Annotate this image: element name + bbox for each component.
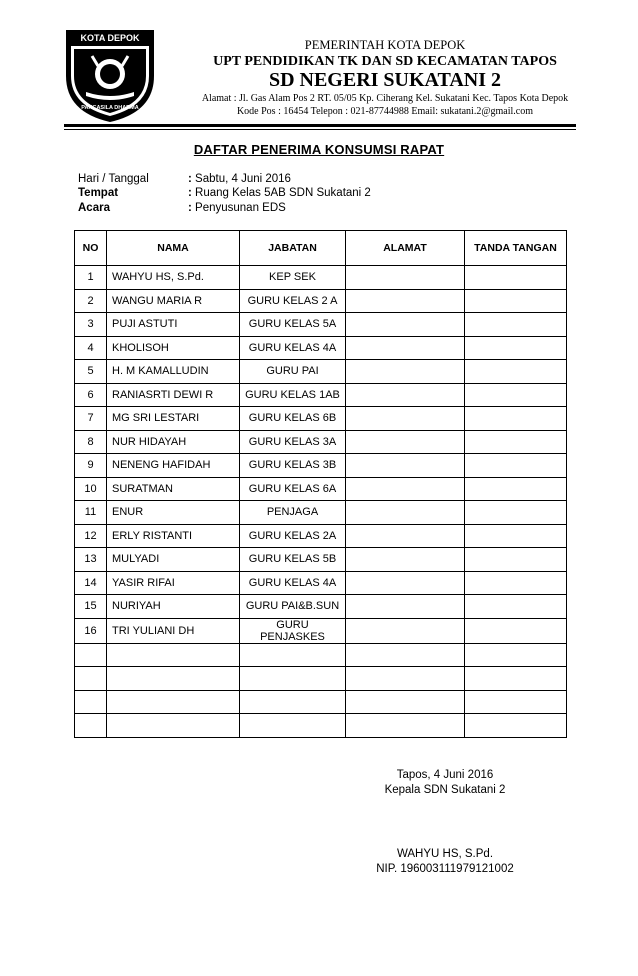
signature-title: Kepala SDN Sukatani 2 bbox=[384, 784, 506, 796]
cell-signature bbox=[465, 266, 567, 290]
cell-position: GURU KELAS 4A bbox=[240, 336, 346, 360]
cell-signature bbox=[465, 360, 567, 384]
cell-name: KHOLISOH bbox=[107, 336, 240, 360]
cell-no: 8 bbox=[75, 430, 107, 454]
letterhead-government: PEMERINTAH KOTA DEPOK bbox=[304, 38, 466, 52]
cell-signature bbox=[465, 667, 567, 691]
info-value: Ruang Kelas 5AB SDN Sukatani 2 bbox=[195, 187, 371, 199]
cell-signature bbox=[465, 618, 567, 643]
table-row bbox=[75, 524, 567, 548]
header-position: JABATAN bbox=[240, 231, 346, 266]
header-name: NAMA bbox=[107, 231, 240, 266]
cell-signature bbox=[465, 289, 567, 313]
cell-position: GURU PENJASKES bbox=[240, 618, 346, 643]
cell-position bbox=[240, 643, 346, 667]
cell-name: WANGU MARIA R bbox=[107, 289, 240, 313]
cell-address bbox=[346, 430, 465, 454]
table-row bbox=[75, 360, 567, 384]
cell-name: PUJI ASTUTI bbox=[107, 313, 240, 337]
cell-position: GURU PAI&B.SUN bbox=[240, 595, 346, 619]
cell-no bbox=[75, 714, 107, 738]
cell-signature bbox=[465, 690, 567, 714]
cell-position: GURU KELAS 6A bbox=[240, 477, 346, 501]
cell-signature bbox=[465, 643, 567, 667]
cell-no: 3 bbox=[75, 313, 107, 337]
cell-address bbox=[346, 477, 465, 501]
info-label: Hari / Tanggal bbox=[78, 173, 149, 185]
logo-top-text: KOTA DEPOK bbox=[80, 33, 140, 43]
cell-position: GURU KELAS 3A bbox=[240, 430, 346, 454]
signature-nip: NIP. 196003111979121002 bbox=[376, 863, 514, 875]
cell-address bbox=[346, 313, 465, 337]
cell-signature bbox=[465, 383, 567, 407]
cell-address bbox=[346, 690, 465, 714]
cell-signature bbox=[465, 714, 567, 738]
attendance-table bbox=[74, 230, 567, 738]
cell-name: YASIR RIFAI bbox=[107, 571, 240, 595]
cell-name bbox=[107, 667, 240, 691]
cell-signature bbox=[465, 595, 567, 619]
signature-place-date: Tapos, 4 Juni 2016 bbox=[396, 769, 494, 781]
cell-no bbox=[75, 643, 107, 667]
cell-name bbox=[107, 643, 240, 667]
cell-position: GURU KELAS 5B bbox=[240, 548, 346, 572]
cell-name: NENENG HAFIDAH bbox=[107, 454, 240, 478]
cell-signature bbox=[465, 313, 567, 337]
cell-signature bbox=[465, 477, 567, 501]
cell-no: 6 bbox=[75, 383, 107, 407]
cell-signature bbox=[465, 548, 567, 572]
letterhead-school-name: SD NEGERI SUKATANI 2 bbox=[268, 69, 502, 91]
letterhead-department: UPT PENDIDIKAN TK DAN SD KECAMATAN TAPOS bbox=[213, 54, 557, 69]
cell-signature bbox=[465, 571, 567, 595]
cell-position bbox=[240, 690, 346, 714]
table-row bbox=[75, 501, 567, 525]
info-label: Acara bbox=[78, 202, 110, 214]
cell-address bbox=[346, 454, 465, 478]
cell-position: GURU KELAS 5A bbox=[240, 313, 346, 337]
document-title: DAFTAR PENERIMA KONSUMSI RAPAT bbox=[193, 142, 445, 157]
table-row bbox=[75, 430, 567, 454]
cell-address bbox=[346, 524, 465, 548]
info-row-place: Tempat : Ruang Kelas 5AB SDN Sukatani 2 bbox=[78, 187, 371, 199]
table-row bbox=[75, 548, 567, 572]
cell-name: TRI YULIANI DH bbox=[107, 618, 240, 643]
cell-position bbox=[240, 714, 346, 738]
cell-address bbox=[346, 667, 465, 691]
cell-address bbox=[346, 501, 465, 525]
table-row bbox=[75, 595, 567, 619]
cell-address bbox=[346, 360, 465, 384]
cell-position: GURU KELAS 6B bbox=[240, 407, 346, 431]
table-row bbox=[75, 571, 567, 595]
table-row bbox=[75, 618, 567, 643]
info-row-date: Hari / Tanggal : Sabtu, 4 Juni 2016 bbox=[78, 173, 291, 185]
cell-address bbox=[346, 571, 465, 595]
cell-name: WAHYU HS, S.Pd. bbox=[107, 266, 240, 290]
cell-name bbox=[107, 690, 240, 714]
cell-no bbox=[75, 690, 107, 714]
cell-signature bbox=[465, 407, 567, 431]
cell-no: 16 bbox=[75, 618, 107, 643]
cell-no: 13 bbox=[75, 548, 107, 572]
letterhead-thick-divider bbox=[64, 124, 576, 127]
cell-no bbox=[75, 667, 107, 691]
signature-name: WAHYU HS, S.Pd. bbox=[396, 848, 494, 860]
letterhead-contact: Kode Pos : 16454 Telepon : 021-87744988 Email: sukatani.2@gmail.com bbox=[236, 106, 534, 117]
cell-name: SURATMAN bbox=[107, 477, 240, 501]
cell-no: 4 bbox=[75, 336, 107, 360]
cell-name: NURIYAH bbox=[107, 595, 240, 619]
cell-address bbox=[346, 714, 465, 738]
cell-address bbox=[346, 289, 465, 313]
cell-name: RANIASRTI DEWI R bbox=[107, 383, 240, 407]
cell-name: H. M KAMALLUDIN bbox=[107, 360, 240, 384]
cell-signature bbox=[465, 454, 567, 478]
cell-name: NUR HIDAYAH bbox=[107, 430, 240, 454]
table-row bbox=[75, 313, 567, 337]
cell-address bbox=[346, 266, 465, 290]
table-row bbox=[75, 690, 567, 714]
cell-signature bbox=[465, 336, 567, 360]
cell-address bbox=[346, 336, 465, 360]
info-label: Tempat bbox=[78, 187, 119, 199]
cell-position: GURU PAI bbox=[240, 360, 346, 384]
cell-no: 10 bbox=[75, 477, 107, 501]
cell-address bbox=[346, 407, 465, 431]
cell-name: ERLY RISTANTI bbox=[107, 524, 240, 548]
table-row bbox=[75, 336, 567, 360]
table-row bbox=[75, 477, 567, 501]
table-row bbox=[75, 407, 567, 431]
cell-name: MG SRI LESTARI bbox=[107, 407, 240, 431]
table-row bbox=[75, 643, 567, 667]
header-signature: TANDA TANGAN bbox=[465, 231, 567, 266]
table-row bbox=[75, 714, 567, 738]
cell-address bbox=[346, 643, 465, 667]
cell-no: 15 bbox=[75, 595, 107, 619]
table-row bbox=[75, 667, 567, 691]
cell-position bbox=[240, 667, 346, 691]
table-body bbox=[75, 266, 567, 738]
cell-no: 11 bbox=[75, 501, 107, 525]
cell-signature bbox=[465, 501, 567, 525]
cell-no: 7 bbox=[75, 407, 107, 431]
cell-name bbox=[107, 714, 240, 738]
logo-bottom-text: PANCASILA DHARMA bbox=[81, 105, 139, 111]
info-row-event: Acara : Penyusunan EDS bbox=[78, 202, 286, 214]
cell-position: GURU KELAS 2A bbox=[240, 524, 346, 548]
letterhead-thin-divider bbox=[64, 129, 576, 130]
cell-name: ENUR bbox=[107, 501, 240, 525]
cell-position: GURU KELAS 1AB bbox=[240, 383, 346, 407]
cell-no: 14 bbox=[75, 571, 107, 595]
table-row bbox=[75, 289, 567, 313]
cell-no: 2 bbox=[75, 289, 107, 313]
cell-no: 12 bbox=[75, 524, 107, 548]
cell-address bbox=[346, 595, 465, 619]
letterhead-address: Alamat : Jl. Gas Alam Pos 2 RT. 05/05 Kp. Ciherang Kel. Sukatani Kec. Tapos Kota Depok bbox=[201, 93, 569, 104]
kota-depok-emblem-logo bbox=[62, 26, 158, 124]
table-row bbox=[75, 454, 567, 478]
table-row bbox=[75, 383, 567, 407]
cell-no: 5 bbox=[75, 360, 107, 384]
cell-position: PENJAGA bbox=[240, 501, 346, 525]
cell-address bbox=[346, 383, 465, 407]
header-no: NO bbox=[75, 231, 107, 266]
cell-no: 9 bbox=[75, 454, 107, 478]
cell-address bbox=[346, 618, 465, 643]
info-value: Penyusunan EDS bbox=[195, 202, 286, 214]
info-value: Sabtu, 4 Juni 2016 bbox=[195, 173, 291, 185]
cell-signature bbox=[465, 430, 567, 454]
cell-signature bbox=[465, 524, 567, 548]
table-row bbox=[75, 266, 567, 290]
table-header-row bbox=[75, 231, 567, 266]
cell-no: 1 bbox=[75, 266, 107, 290]
cell-position: GURU KELAS 3B bbox=[240, 454, 346, 478]
header-address: ALAMAT bbox=[346, 231, 465, 266]
cell-position: GURU KELAS 2 A bbox=[240, 289, 346, 313]
cell-position: KEP SEK bbox=[240, 266, 346, 290]
cell-position: GURU KELAS 4A bbox=[240, 571, 346, 595]
cell-name: MULYADI bbox=[107, 548, 240, 572]
cell-address bbox=[346, 548, 465, 572]
